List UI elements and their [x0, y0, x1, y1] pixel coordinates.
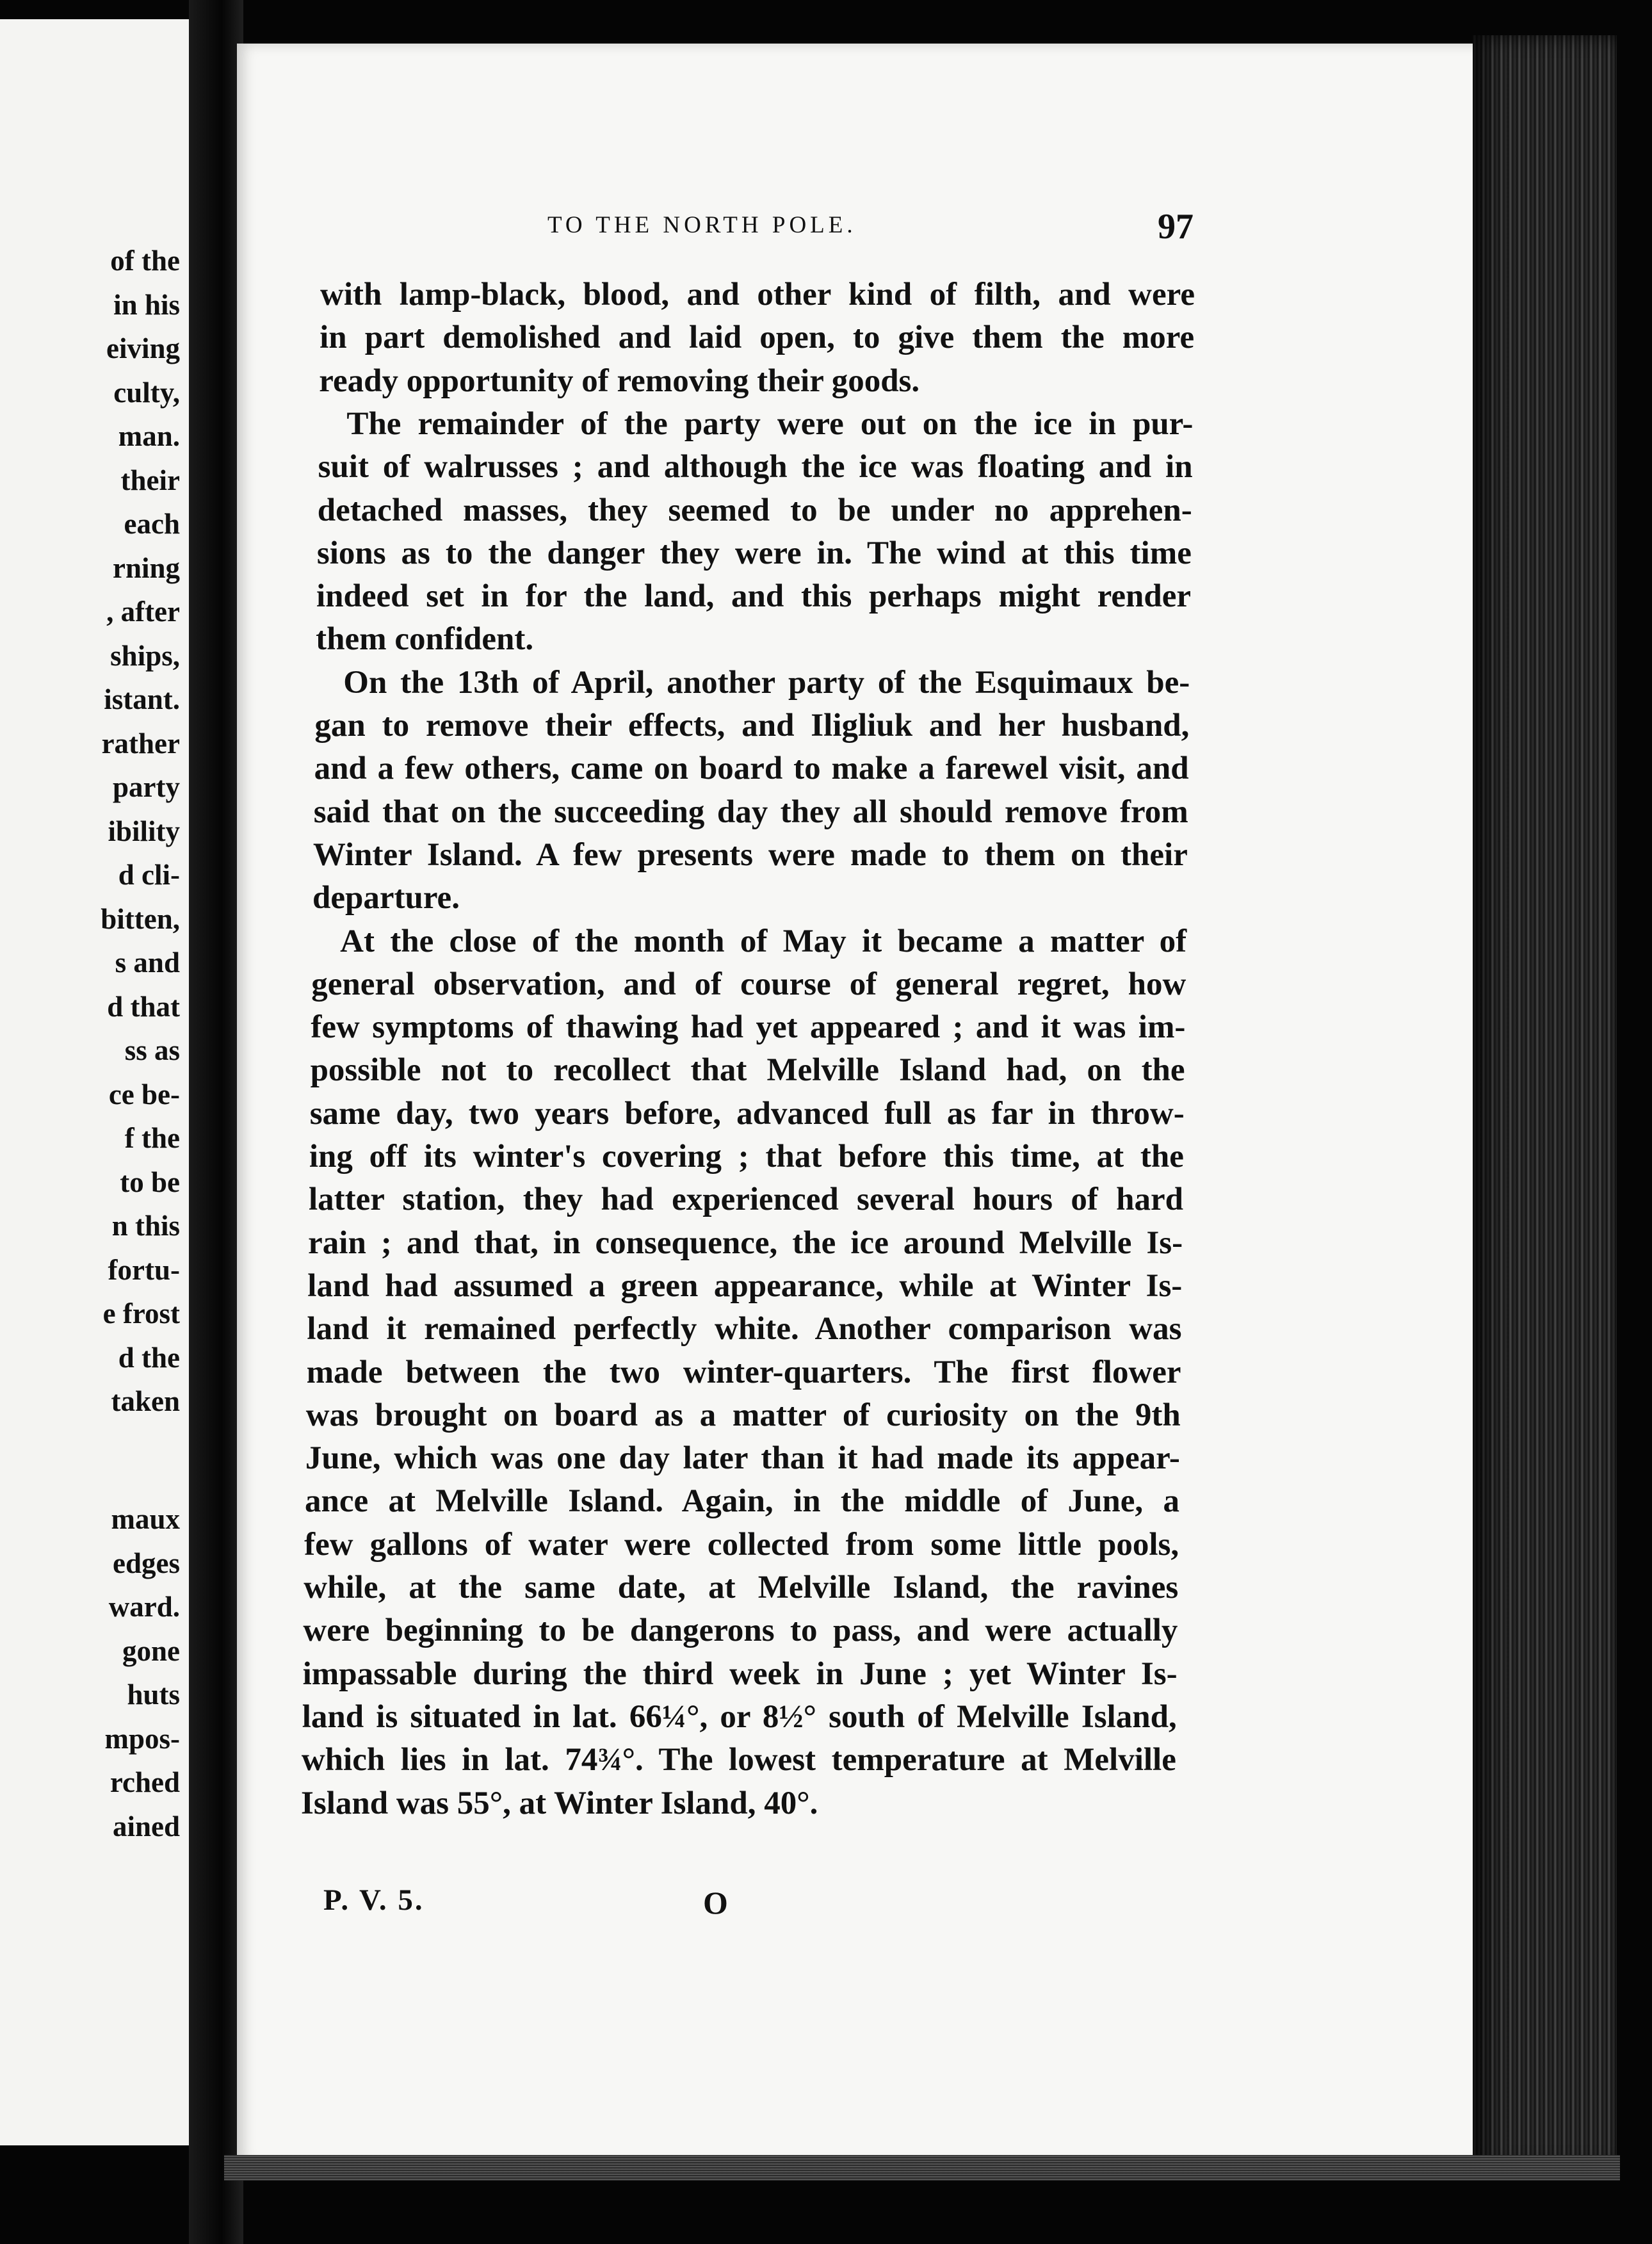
left-page-text-fragment: f the: [124, 1122, 180, 1154]
text-line: June, which was one day later than it had made its appear-: [305, 1440, 1180, 1477]
text-line: departure.: [312, 880, 460, 916]
text-line: land it remained perfectly white. Another comparison was: [307, 1311, 1182, 1347]
left-page-text-fragment: d the: [118, 1341, 180, 1374]
left-page-text-fragment: huts: [127, 1679, 180, 1711]
left-page-text-fragment: edges: [113, 1547, 180, 1579]
signature-mark: P. V. 5.: [323, 1883, 425, 1917]
text-line: At the close of the month of May it became a matter of: [340, 923, 1187, 959]
page-number: 97: [1158, 207, 1194, 247]
bottom-page-edge: [224, 2155, 1620, 2181]
left-page-text-fragment: fortu-: [108, 1253, 180, 1286]
text-line: made between the two winter-quarters. The first flower: [306, 1354, 1181, 1390]
left-page-text-fragment: istant.: [104, 683, 180, 715]
left-page-text-fragment: mpos-: [104, 1722, 180, 1755]
running-head: TO THE NORTH POLE.: [547, 212, 857, 238]
text-line: gan to remove their effects, and Iligliuk and her husband,: [314, 708, 1190, 744]
left-page-text-fragment: ships,: [110, 639, 180, 672]
left-page-text-fragment: rning: [112, 551, 180, 584]
text-line: with lamp-black, blood, and other kind of filth, and were: [320, 277, 1195, 313]
text-line: detached masses, they seemed to be under no apprehen-: [317, 492, 1192, 528]
left-page-text-fragment: , after: [106, 596, 180, 628]
left-page-text-fragment: gone: [122, 1634, 180, 1667]
left-page-text-fragment: rched: [109, 1766, 180, 1798]
left-page-text-fragment: culty,: [113, 376, 180, 409]
page-edge-stack: [1473, 35, 1617, 2168]
left-page-text-fragment: n this: [111, 1210, 180, 1242]
left-page-text-fragment: ward.: [108, 1591, 180, 1623]
text-line: indeed set in for the land, and this perhaps might render: [316, 578, 1191, 615]
left-page-text-fragment: ained: [112, 1810, 180, 1842]
left-page-text-fragment: taken: [111, 1385, 180, 1417]
left-page-text-fragment: d that: [107, 990, 180, 1023]
left-page-text-fragment: each: [124, 508, 180, 540]
text-line: few gallons of water were collected from some little pools,: [304, 1526, 1179, 1563]
left-page-text-fragment: to be: [120, 1166, 180, 1198]
text-line: Island was 55°, at Winter Island, 40°.: [301, 1785, 818, 1821]
text-line: land is situated in lat. 66¼°, or 8½° south of Melville Island,: [302, 1698, 1177, 1735]
text-line: ance at Melville Island. Again, in the middle of June, a: [305, 1483, 1179, 1520]
left-page-text-fragment: d cli-: [118, 859, 180, 891]
left-page-text-fragment: ce be-: [108, 1078, 180, 1110]
text-line: same day, two years before, advanced full as far in throw-: [309, 1095, 1185, 1132]
text-line: latter station, they had experienced several hours of hard: [309, 1182, 1183, 1218]
left-page-text-fragment: in his: [113, 288, 180, 321]
left-page-text-fragment: ibility: [108, 815, 180, 847]
text-line: The remainder of the party were out on the ice in pur-: [346, 405, 1194, 442]
left-page-text-fragment: e frost: [102, 1297, 180, 1329]
left-page-text-fragment: eiving: [106, 332, 180, 364]
left-page-text-fragment: s and: [115, 947, 180, 979]
text-line: suit of walrusses ; and although the ice was floating and in: [318, 449, 1193, 485]
book-gutter: [189, 0, 243, 2244]
text-line: general observation, and of course of general regret, how: [311, 966, 1186, 1002]
left-page-text-fragment: rather: [101, 727, 180, 760]
text-line: Winter Island. A few presents were made to them on their: [312, 836, 1188, 873]
text-line: was brought on board as a matter of curiosity on the 9th: [305, 1397, 1181, 1433]
text-line: impassable during the third week in June ; yet Winter Is-: [302, 1655, 1178, 1692]
text-line: possible not to recollect that Melville Island had, on the: [310, 1052, 1185, 1089]
text-line: ing off its winter's covering ; that before this time, at the: [309, 1139, 1184, 1175]
text-line: ready opportunity of removing their goods.: [319, 362, 920, 399]
text-line: sions as to the danger they were in. The wind at this time: [316, 535, 1192, 571]
text-line: rain ; and that, in consequence, the ice around Melville Is-: [308, 1224, 1183, 1261]
left-page-text-fragment: of the: [110, 245, 180, 277]
text-line: land had assumed a green appearance, while at Winter Is-: [307, 1267, 1183, 1304]
text-line: were beginning to be dangerons to pass, and were actually: [303, 1613, 1178, 1649]
text-line: few symptoms of thawing had yet appeared ; and it was im-: [311, 1009, 1186, 1046]
text-line: said that on the succeeding day they all should remove from: [313, 793, 1188, 830]
text-line: them confident.: [316, 621, 534, 658]
left-facing-page: [0, 19, 193, 2145]
gathering-mark: O: [703, 1885, 728, 1921]
left-page-text-fragment: party: [113, 771, 180, 803]
text-line: which lies in lat. 74¾°. The lowest temperature at Melville: [301, 1742, 1176, 1778]
text-line: while, at the same date, at Melville Island, the ravines: [304, 1570, 1179, 1606]
left-page-text-fragment: their: [120, 464, 180, 496]
left-page-text-fragment: bitten,: [101, 902, 180, 935]
text-line: in part demolished and laid open, to give them the more: [320, 320, 1195, 356]
left-page-text-fragment: maux: [111, 1503, 180, 1535]
text-line: and a few others, came on board to make a farewel visit, and: [314, 751, 1189, 787]
left-page-text-fragment: ss as: [124, 1034, 180, 1066]
text-line: On the 13th of April, another party of the Esquimaux be-: [343, 664, 1190, 701]
left-page-text-fragment: man.: [118, 420, 180, 452]
